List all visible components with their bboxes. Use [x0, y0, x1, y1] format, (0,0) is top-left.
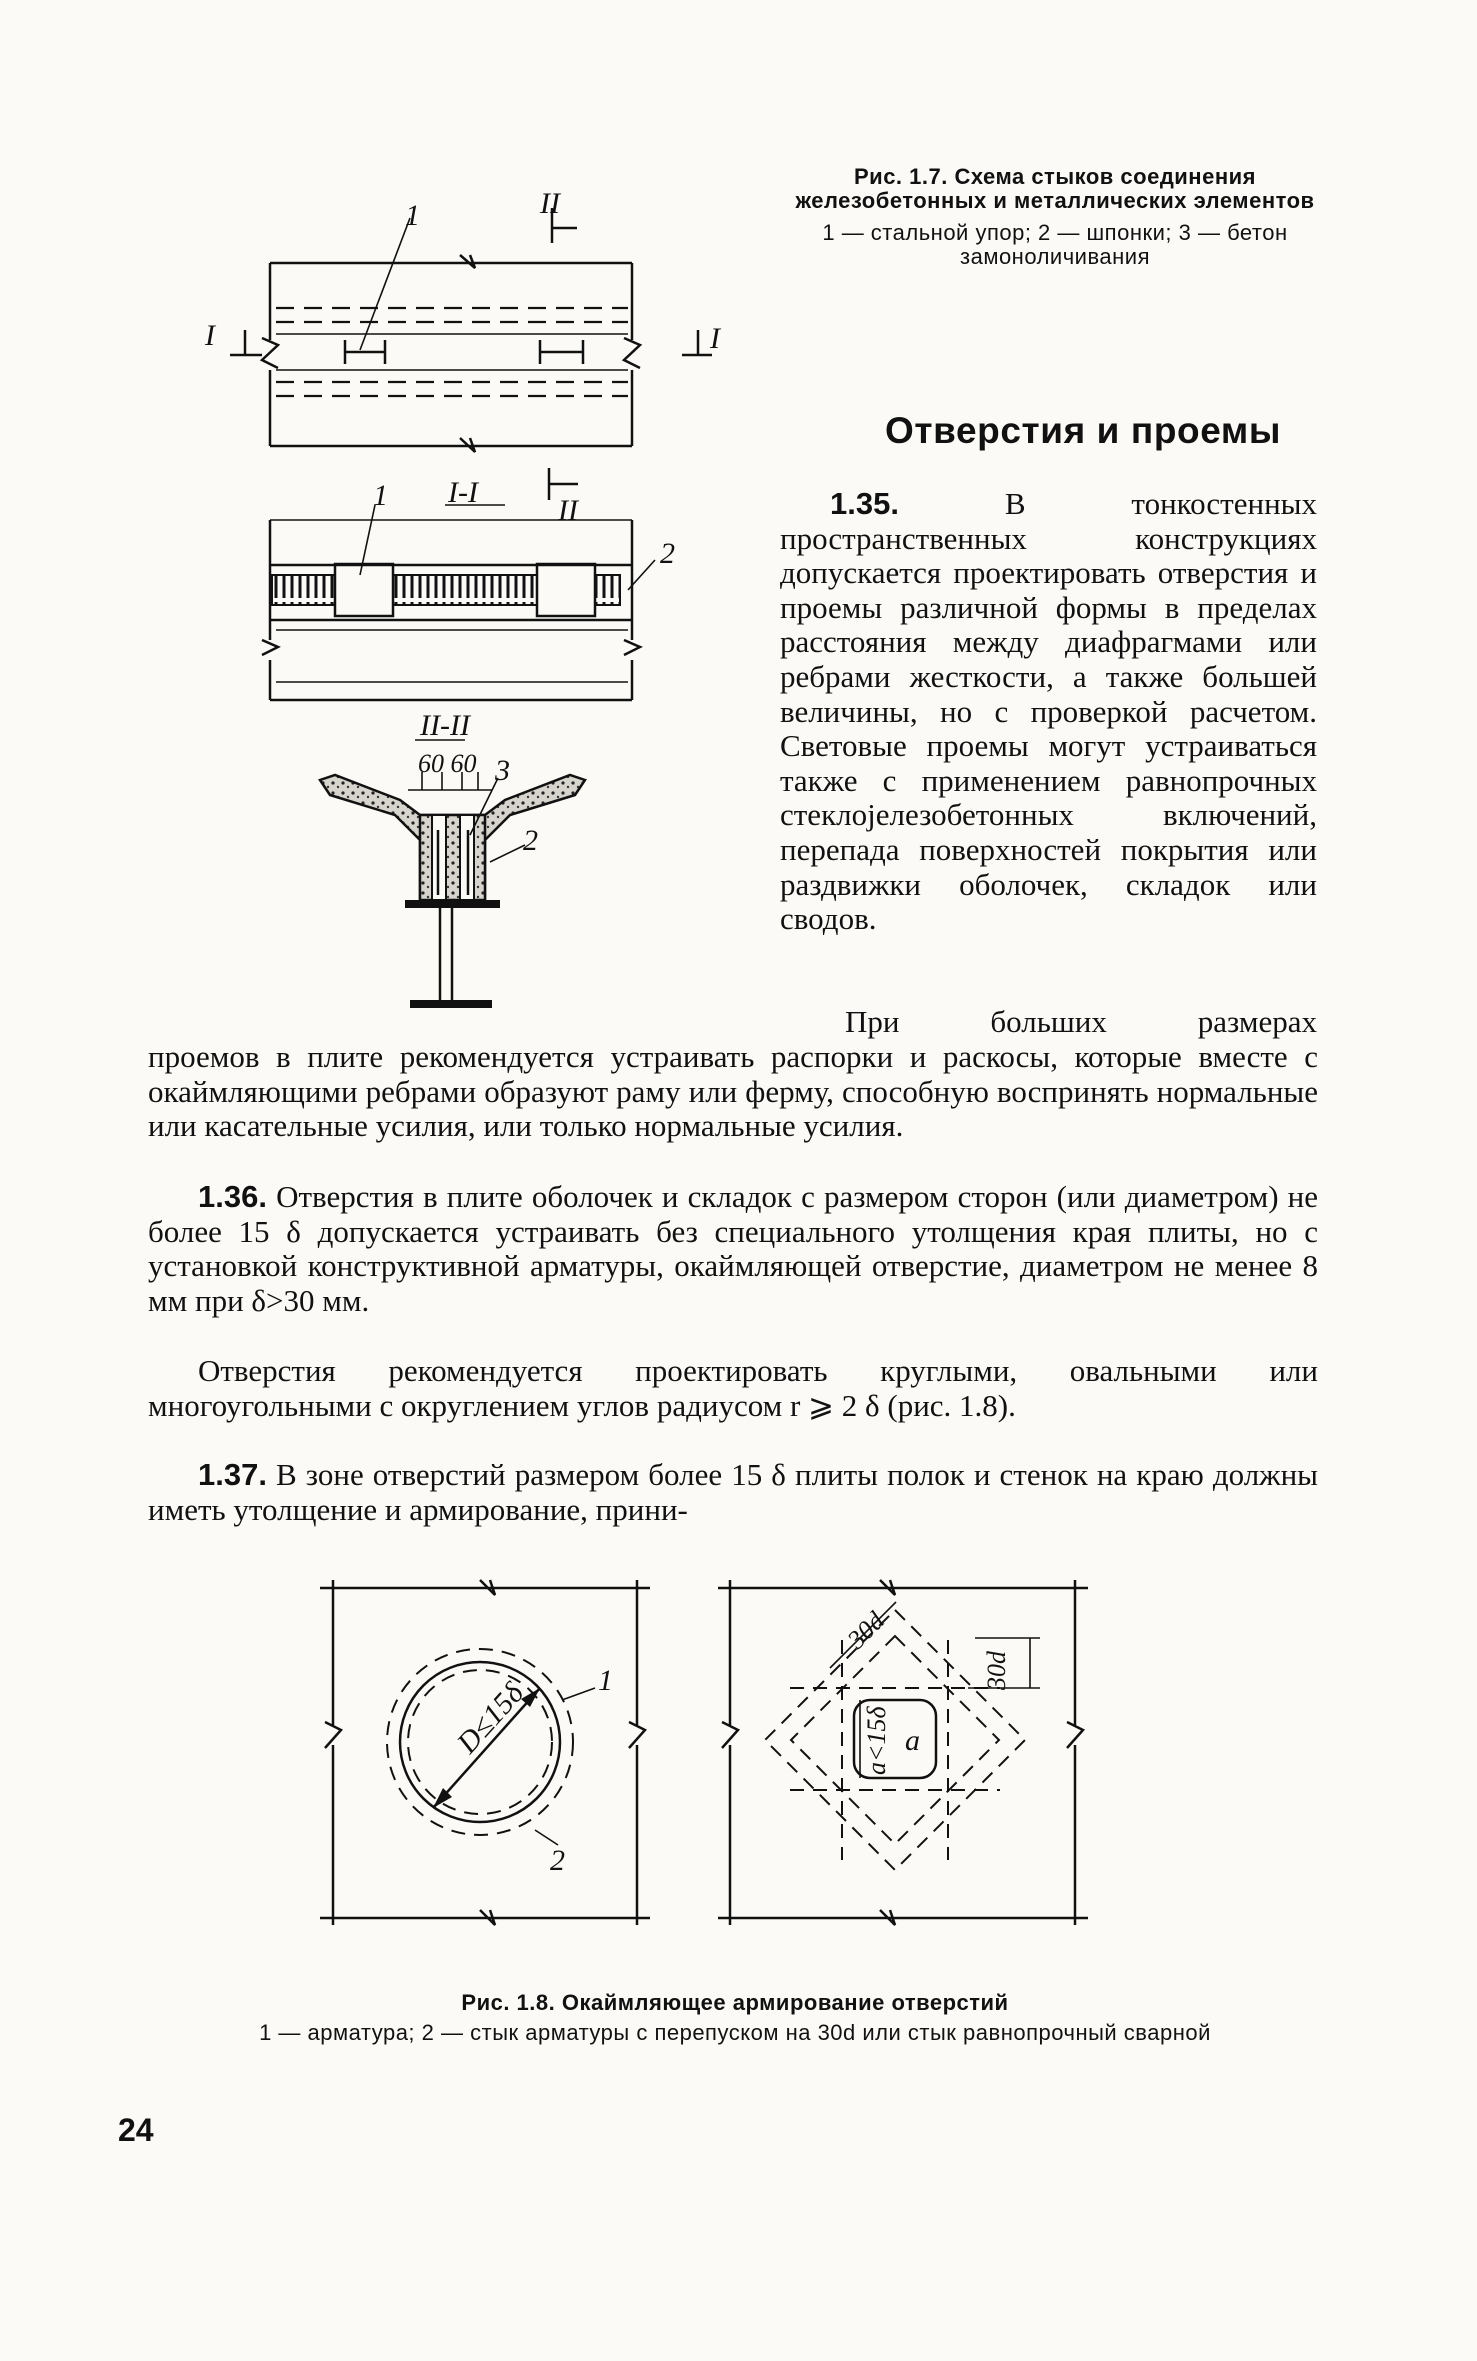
- para-1-35-wide-text: проемов в плите рекомендуется устраивать распорки и раскосы, которые вместе с окаймляющими ребрами образуют раму или ферму, способную воспринять нормальные или касательные усилия, или только нормальные усилия.: [148, 1039, 1318, 1144]
- label-diameter: D≤15δ: [450, 1676, 531, 1760]
- dim-60-60: 60 60: [418, 749, 477, 778]
- label-section-I-I: I-I: [448, 476, 478, 509]
- figure-1-8-legend: 1 — арматура; 2 — стык арматуры с перепуском на 30d или стык равнопрочный сварной: [259, 2020, 1211, 2045]
- callout-1-fig18: 1: [598, 1664, 613, 1697]
- page-number: 24: [118, 2112, 154, 2148]
- para-1-35-text: В тонкостенных пространственных конструкциях допускается проектировать отверстия и проемы различной формы в пределах расстояния между диафрагмами или ребрами жесткости, а также большей величины, но с проверкой расчетом. Световые проемы могут устраиваться также с применением равнопрочных стеклojeлезобетонных включений, перепада поверхностей покрытия или раздвижки оболочек, складок или сводов.: [780, 486, 1317, 937]
- callout-3: 3: [495, 754, 510, 787]
- para-1-37-text: В зоне отверстий размером более 15 δ плиты полок и стенок на краю должны иметь утолщение и армирование, прини-: [148, 1457, 1319, 1527]
- figure-1-7-legend: 1 — стальной упор; 2 — шпонки; 3 — бетон замоноличивания: [822, 220, 1288, 269]
- callout-2-bottom: 2: [523, 824, 538, 857]
- para-number-1-36: 1.36.: [198, 1179, 267, 1214]
- label-side-a: a: [905, 1724, 920, 1757]
- callout-1-top: 1: [405, 199, 420, 232]
- section-heading: Отверстия и проемы: [885, 410, 1282, 451]
- dim-30d-vertical: 30d: [982, 1651, 1011, 1690]
- dim-a-limit: a<15δ: [862, 1706, 891, 1775]
- callout-1-mid: 1: [373, 479, 388, 512]
- para-number-1-35: 1.35.: [830, 486, 899, 521]
- label-section-I-right: I: [710, 322, 720, 355]
- figure-1-8-caption: [150, 1990, 1320, 2044]
- label-section-II: II: [540, 187, 560, 220]
- figure-1-7-title: Рис. 1.7. Схема стыков соединения железобетонных и металлических элементов: [795, 164, 1315, 213]
- para-1-36-text2: Отверстия рекомендуется проектировать круглыми, овальными или многоугольными с округлением углов радиусом r ⩾ 2 δ (рис. 1.8).: [148, 1353, 1318, 1423]
- para-number-1-37: 1.37.: [198, 1457, 267, 1492]
- label-section-II-II: II-II: [420, 709, 470, 742]
- callout-2-fig18: 2: [550, 1844, 565, 1877]
- dim-30d-diagonal: 30d: [841, 1606, 890, 1655]
- para-1-36-text: Отверстия в плите оболочек и складок с размером сторон (или диаметром) не более 15 δ допускается устраивать без специального утолщения края плиты, но с установкой конструктивной арматуры, окаймляющей отверстие, диаметром не менее 8 мм при δ>30 мм.: [148, 1179, 1319, 1318]
- callout-2-mid: 2: [660, 537, 675, 570]
- label-section-II-2: II: [558, 494, 578, 527]
- para-1-35-cont-start: При больших размерах: [845, 1004, 1317, 1039]
- label-section-I-left: I: [205, 319, 215, 352]
- figure-1-8-title: Рис. 1.8. Окаймляющее армирование отверстий: [461, 1990, 1009, 2015]
